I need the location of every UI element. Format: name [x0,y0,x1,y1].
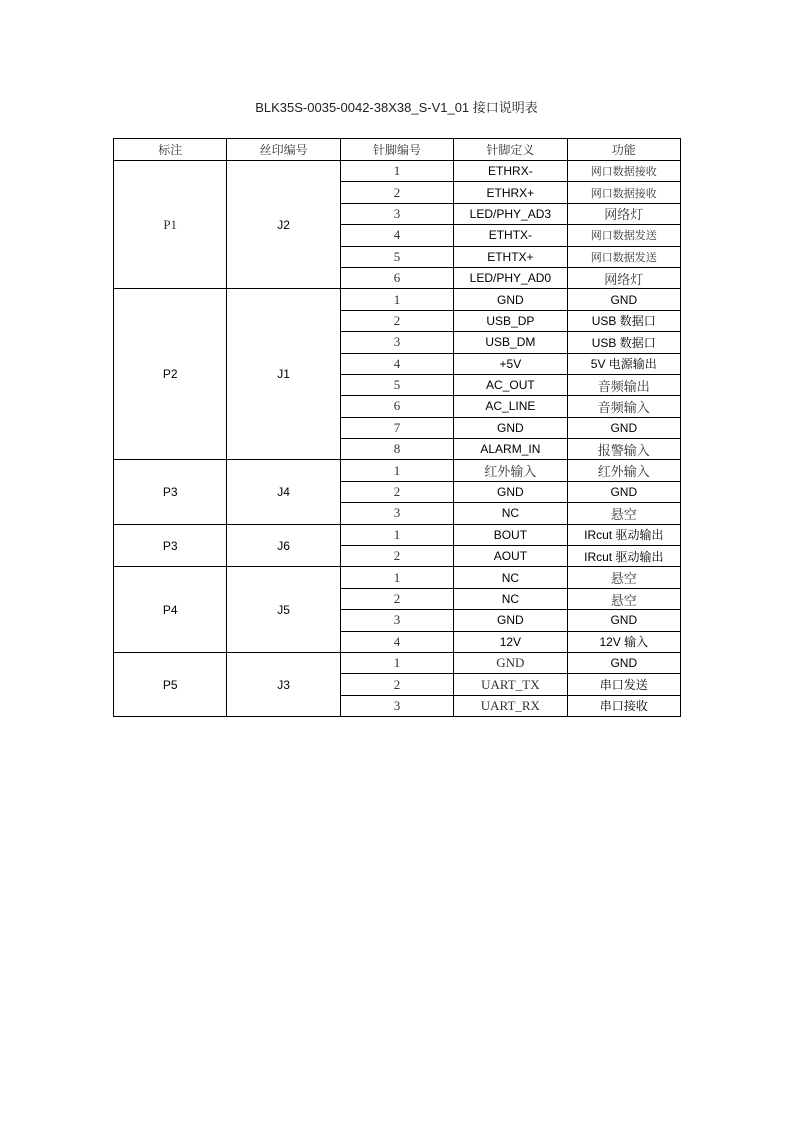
table-row [114,460,681,481]
pin-number: 2 [340,674,453,695]
pin-number: 2 [340,182,453,203]
group-label: P3 [114,524,227,567]
pin-number: 5 [340,374,453,395]
pin-definition: ETHTX- [454,225,567,246]
group-label: P4 [114,567,227,653]
pin-definition: ETHTX+ [454,246,567,267]
pin-number: 1 [340,161,453,182]
silk-label: J3 [227,652,340,716]
pin-function: GND [567,417,680,438]
pin-function: 12V 输入 [567,631,680,652]
pin-number: 6 [340,267,453,288]
pin-function: IRcut 驱动输出 [567,546,680,567]
pin-number: 3 [340,203,453,224]
silk-label: J2 [227,161,340,289]
table-row [114,652,681,673]
pin-number: 1 [340,567,453,588]
pin-function: 网络灯 [567,267,680,288]
pin-definition: ETHRX+ [454,182,567,203]
pin-definition: NC [454,588,567,609]
pin-number: 2 [340,481,453,502]
pin-number: 4 [340,631,453,652]
group-label: P3 [114,460,227,524]
pin-definition: 红外输入 [454,460,567,481]
table-row [114,161,681,182]
pin-function: USB 数据口 [567,332,680,353]
pin-definition: LED/PHY_AD3 [454,203,567,224]
header-function: 功能 [567,139,680,161]
pin-number: 1 [340,524,453,545]
interface-table [113,138,681,717]
table-row [114,289,681,310]
pin-number: 1 [340,289,453,310]
pin-number: 2 [340,588,453,609]
pin-definition: +5V [454,353,567,374]
pin-function: GND [567,652,680,673]
pin-function: 网络灯 [567,203,680,224]
pin-function: 悬空 [567,503,680,524]
pin-number: 1 [340,652,453,673]
pin-number: 4 [340,225,453,246]
pin-function: IRcut 驱动输出 [567,524,680,545]
pin-number: 5 [340,246,453,267]
pin-definition: AC_LINE [454,396,567,417]
pin-number: 3 [340,695,453,716]
pin-number: 2 [340,546,453,567]
pin-definition: NC [454,503,567,524]
pin-function: 红外输入 [567,460,680,481]
pin-definition: LED/PHY_AD0 [454,267,567,288]
group-label: P1 [114,161,227,289]
pin-number: 8 [340,439,453,460]
pin-definition: GND [454,610,567,631]
pin-definition: AOUT [454,546,567,567]
header-label: 标注 [114,139,227,161]
group-label: P2 [114,289,227,460]
pin-definition: GND [454,417,567,438]
pin-number: 7 [340,417,453,438]
pin-function: 串口接收 [567,695,680,716]
pin-definition: ALARM_IN [454,439,567,460]
pin-definition: USB_DM [454,332,567,353]
pin-function: 网口数据发送 [567,225,680,246]
document-title: BLK35S-0035-0042-38X38_S-V1_01 接口说明表 [255,100,538,115]
header-pin-definition: 针脚定义 [454,139,567,161]
pin-function: 悬空 [567,588,680,609]
pin-function: 网口数据发送 [567,246,680,267]
pin-number: 1 [340,460,453,481]
pin-number: 4 [340,353,453,374]
group-label: P5 [114,652,227,716]
silk-label: J5 [227,567,340,653]
pin-function: 5V 电源输出 [567,353,680,374]
header-silk: 丝印编号 [227,139,340,161]
pin-number: 3 [340,610,453,631]
pin-function: GND [567,481,680,502]
pin-number: 3 [340,332,453,353]
pin-function: GND [567,289,680,310]
table-row [114,567,681,588]
pin-function: USB 数据口 [567,310,680,331]
pin-definition: UART_TX [454,674,567,695]
pin-definition: ETHRX- [454,161,567,182]
pin-function: 音频输入 [567,396,680,417]
table-header-row [114,139,681,161]
pin-function: 串口发送 [567,674,680,695]
pin-function: 报警输入 [567,439,680,460]
pin-definition: GND [454,289,567,310]
table-row [114,524,681,545]
pin-definition: NC [454,567,567,588]
pin-definition: 12V [454,631,567,652]
silk-label: J6 [227,524,340,567]
pin-function: 网口数据接收 [567,161,680,182]
pin-definition: GND [454,481,567,502]
pin-definition: UART_RX [454,695,567,716]
silk-label: J1 [227,289,340,460]
pin-function: 悬空 [567,567,680,588]
pin-definition: AC_OUT [454,374,567,395]
pin-number: 2 [340,310,453,331]
pin-number: 3 [340,503,453,524]
pin-function: 网口数据接收 [567,182,680,203]
pin-definition: GND [454,652,567,673]
header-pin-number: 针脚编号 [340,139,453,161]
pin-number: 6 [340,396,453,417]
silk-label: J4 [227,460,340,524]
pin-definition: USB_DP [454,310,567,331]
pin-definition: BOUT [454,524,567,545]
pin-function: GND [567,610,680,631]
pin-function: 音频输出 [567,374,680,395]
